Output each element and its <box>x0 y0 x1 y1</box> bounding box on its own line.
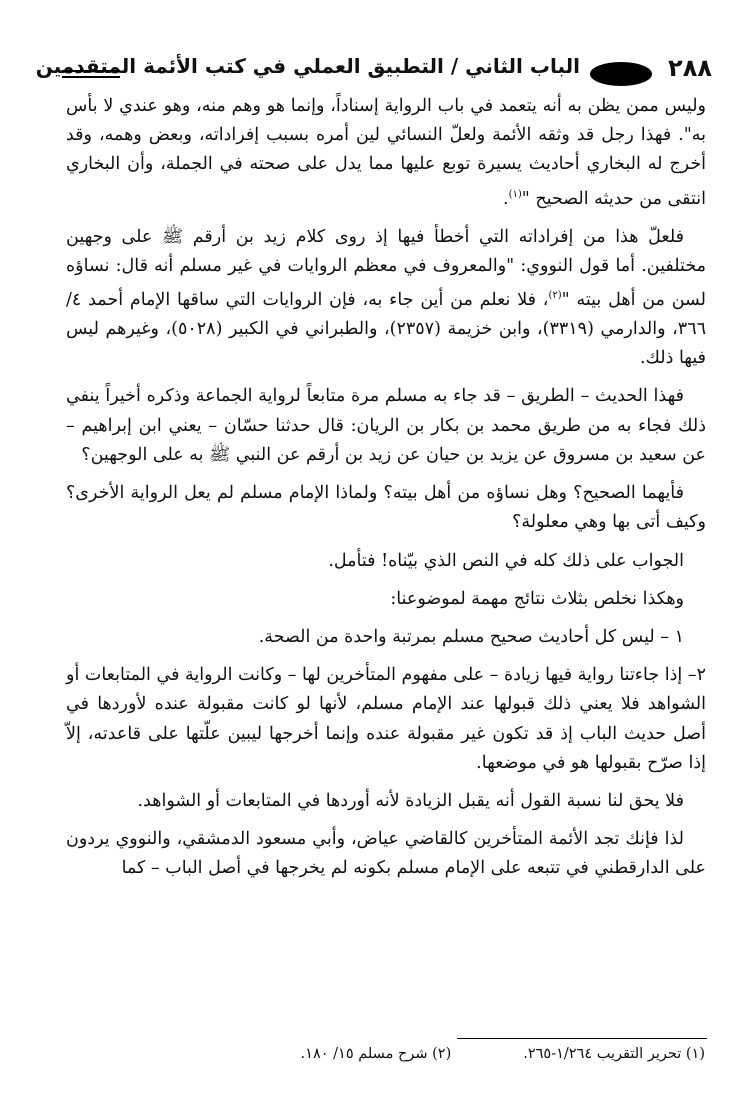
footnotes <box>229 1046 705 1062</box>
paragraph: فأيهما الصحيح؟ وهل نساؤه من أهل بيته؟ ولماذا الإمام مسلم لم يعل الرواية الأخرى؟ وكيف أتى بها وهي معلولة؟ <box>66 483 706 533</box>
body-text <box>66 92 706 893</box>
footnote: (٢) شرح مسلم ١٥/ ١٨٠. <box>300 1046 452 1062</box>
header-title: الباب الثاني / التطبيق العملي في كتب الأئمة المتقدمين <box>35 54 580 78</box>
running-header <box>35 52 712 92</box>
list-item: ١ – ليس كل أحاديث صحيح مسلم بمرتبة واحدة من الصحة. <box>258 626 684 647</box>
paragraph: لذا فإنك تجد الأئمة المتأخرين كالقاضي عياض، وأبي مسعود الدمشقي، والنووي يردون على الدارقطني في تتبعه على الإمام مسلم بكونه لم يخرجها في أصل الباب – كما <box>66 829 706 879</box>
header-divider <box>62 76 120 78</box>
paragraph: فهذا الحديث – الطريق – قد جاء به مسلم مرة متابعاً لرواية الجماعة وذكره أخيراً ينفي ذلك فجاء به من طريق محمد بن بكار بن الريان: قال حدثنا حسّان – يعني ابن إبراهيم – عن سعيد بن مسروق عن يزيد بن حيان عن زيد بن أرقم عن النبي ﷺ به على الوجهين؟ <box>66 386 706 465</box>
footnote-divider <box>457 1038 707 1039</box>
list-item: ٢– إذا جاءتنا رواية فيها زيادة – على مفهوم المتأخرين لها – وكانت الرواية في المتابعات أو الشواهد فلا يعني ذلك قبولها عند الإمام مسلم، لأنها لو كانت مقبولة عنده لأوردها في أصل حديث الباب إذ قد تكون غير مقبولة عنده وإنما أخرجها ليبين علّتها على قاعدته، إلاّ إذا صرّح بقبولها هو في موضعها. <box>66 665 706 773</box>
footnote-ref[interactable]: (١) <box>508 188 522 200</box>
footnote-ref[interactable]: (٢) <box>548 290 562 302</box>
paragraph: فلعلّ هذا من إفراداته التي أخطأ فيها إذ روى كلام زيد بن أرقم ﷺ على وجهين مختلفين. أما قول النووي: "والمعروف في معظم الروايات في غير مسلم أنه قال: نساؤه لسن من أهل بيته "$^{(٢)}$، فلا نعلم من أين جاء به، فإن الروايات التي ساقها الإمام أحمد ٤/ ٣٦٦، والدارمي (٣٣١٩)، وابن خزيمة (٢٣٥٧)، والطبراني في الكبير (٥٠٢٨)، وغيرهم ليس فيها ذلك. <box>66 226 706 369</box>
page-number: ٢٨٨ <box>668 54 712 82</box>
paragraph: فلا يحق لنا نسبة القول أنه يقبل الزيادة لأنه أوردها في المتابعات أو الشواهد. <box>137 790 684 811</box>
header-ornament-icon <box>590 62 652 86</box>
paragraph: الجواب على ذلك كله في النص الذي بيّناه! فتأمل. <box>328 550 684 571</box>
footnote: (١) تحرير التقريب ١/٢٦٤-٢٦٥. <box>523 1046 705 1062</box>
paragraph: وهكذا نخلص بثلاث نتائج مهمة لموضوعنا: <box>390 588 684 609</box>
paragraph: وليس ممن يظن به أنه يتعمد في باب الرواية إسناداً، وإنما هو وهم منه، وهو عندي لا بأس به". فهذا رجل قد وثقه الأئمة ولعلّ النسائي لين أمره بسبب إفراداته، وبعض وهمه، وقد أخرج له البخاري أحاديث يسيرة توبع عليها مما يدل على صحته في الجملة، وأن البخاري انتقى من حديثه الصحيح "$^{(١)}$. <box>66 96 706 209</box>
header-divider <box>62 70 120 72</box>
